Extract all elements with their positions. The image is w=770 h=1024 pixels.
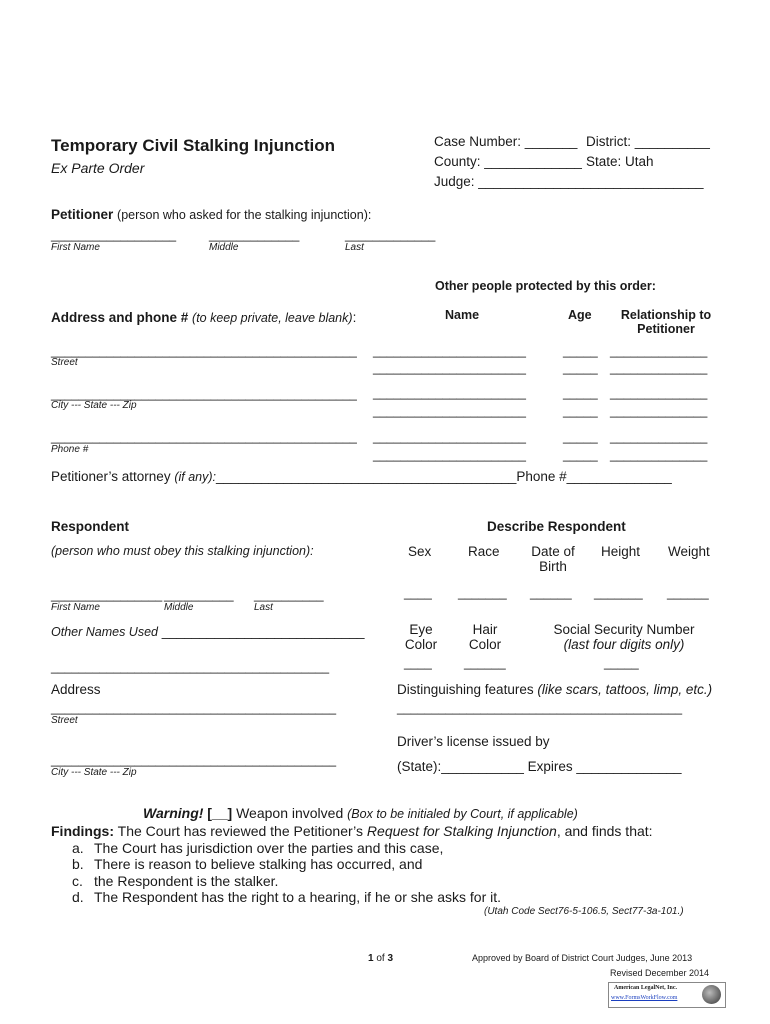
address-heading xyxy=(51,310,356,325)
phone-caption: Phone # xyxy=(51,444,89,455)
respondent-address-label: Address xyxy=(51,682,101,697)
respondent-hint: (person who must obey this stalking injunction): xyxy=(51,544,314,558)
protected-name-field[interactable]: ______________________ xyxy=(373,404,526,418)
respondent-first-name-field[interactable]: ________________ xyxy=(51,588,163,602)
eye-line-1: Eye xyxy=(409,622,433,637)
finding-marker: d. xyxy=(72,889,84,905)
approved-note: Approved by Board of District Court Judges, June 2013 xyxy=(472,953,693,963)
features-row xyxy=(397,682,712,697)
form-subtitle: Ex Parte Order xyxy=(51,160,145,176)
height-field[interactable]: _______ xyxy=(594,586,643,600)
finding-item xyxy=(72,840,443,856)
publisher-link[interactable]: www.FormsWorkFlow.com xyxy=(611,995,678,1001)
revised-note: Revised December 2014 xyxy=(610,968,710,978)
address-colon: : xyxy=(352,310,357,325)
petitioner-last-caption: Last xyxy=(345,242,364,253)
sex-label: Sex xyxy=(408,544,432,559)
page-number xyxy=(368,953,393,964)
finding-marker: a. xyxy=(72,840,84,856)
respondent-first-name-caption: First Name xyxy=(51,602,100,613)
eye-color-field[interactable]: ____ xyxy=(404,656,432,670)
protected-relationship-field[interactable]: ______________ xyxy=(610,386,708,400)
eye-color-label xyxy=(400,622,442,652)
hair-color-field[interactable]: ______ xyxy=(464,656,506,670)
page-total: 3 xyxy=(387,953,394,964)
protected-age-field[interactable]: _____ xyxy=(563,344,598,358)
warning-row xyxy=(143,805,578,821)
relationship-line-2: Petitioner xyxy=(637,322,695,336)
respondent-middle-field[interactable]: __________ xyxy=(164,588,234,602)
other-names-row xyxy=(51,624,364,639)
protected-age-field[interactable]: _____ xyxy=(563,361,598,375)
finding-item xyxy=(72,889,501,905)
protected-age-field[interactable]: _____ xyxy=(563,448,598,462)
weapon-hint: (Box to be initialed by Court, if applicable) xyxy=(347,807,578,821)
petitioner-middle-caption: Middle xyxy=(209,242,239,253)
other-names-label: Other Names Used xyxy=(51,625,158,639)
page-of: of xyxy=(373,953,388,964)
other-names-extra-field[interactable]: ________________________________________ xyxy=(51,660,330,674)
petitioner-heading xyxy=(51,207,371,222)
finding-marker: b. xyxy=(72,856,84,872)
finding-item xyxy=(72,873,278,889)
race-field[interactable]: _______ xyxy=(458,586,507,600)
hair-color-label xyxy=(462,622,508,652)
publisher-seal-icon xyxy=(702,985,721,1004)
weight-label: Weight xyxy=(668,544,710,559)
findings-text-italic: Request for Stalking Injunction xyxy=(366,823,557,839)
respondent-street-field[interactable]: _________________________________________ xyxy=(51,701,337,715)
features-label: Distinguishing features xyxy=(397,682,534,697)
publisher-name: American LegalNet, Inc. xyxy=(614,985,677,991)
address-label: Address and phone # xyxy=(51,310,189,325)
hair-line-1: Hair xyxy=(472,622,498,637)
city-state-zip-caption: City --- State --- Zip xyxy=(51,400,137,411)
ssn-label xyxy=(548,622,700,652)
dob-line-2: Birth xyxy=(539,559,567,574)
petitioner-middle-field[interactable]: _____________ xyxy=(209,228,300,242)
district-field[interactable]: District: __________ xyxy=(586,134,710,149)
finding-text: the Respondent is the stalker. xyxy=(94,873,279,889)
page-current: 1 xyxy=(368,953,374,964)
petitioner-first-name-caption: First Name xyxy=(51,242,100,253)
sex-field[interactable]: ____ xyxy=(404,586,432,600)
protected-age-field[interactable]: _____ xyxy=(563,404,598,418)
features-field[interactable]: _________________________________________ xyxy=(397,701,683,715)
race-label: Race xyxy=(468,544,500,559)
state-label: State: Utah xyxy=(586,154,654,169)
weapon-checkbox[interactable]: [__] xyxy=(207,805,233,821)
attorney-label: Petitioner’s attorney xyxy=(51,469,171,484)
findings-text-2: , and finds that: xyxy=(556,823,653,839)
attorney-row xyxy=(51,469,672,484)
attorney-hint: (if any): xyxy=(174,470,217,484)
protected-name-field[interactable]: ______________________ xyxy=(373,361,526,375)
ssn-line-2: (last four digits only) xyxy=(563,637,685,652)
weight-field[interactable]: ______ xyxy=(667,586,709,600)
height-label: Height xyxy=(601,544,641,559)
petitioner-last-field[interactable]: _____________ xyxy=(345,228,436,242)
protected-relationship-field[interactable]: ______________ xyxy=(610,448,708,462)
ssn-line-1: Social Security Number xyxy=(553,622,695,637)
weapon-label: Weapon involved xyxy=(236,805,344,821)
respondent-city-caption: City --- State --- Zip xyxy=(51,767,137,778)
dob-line-1: Date of xyxy=(531,544,575,559)
address-hint: (to keep private, leave blank) xyxy=(192,311,353,325)
other-names-field[interactable]: ___________________________ xyxy=(161,624,365,639)
respondent-city-field[interactable]: _________________________________________ xyxy=(51,753,337,767)
code-citation: (Utah Code Sect76-5-106.5, Sect77-3a-101.) xyxy=(484,906,684,917)
respondent-middle-caption: Middle xyxy=(164,602,194,613)
respondent-street-caption: Street xyxy=(51,715,78,726)
warning-label: Warning! xyxy=(143,805,204,821)
form-title: Temporary Civil Stalking Injunction xyxy=(51,136,336,155)
protected-age-field[interactable]: _____ xyxy=(563,430,598,444)
respondent-last-caption: Last xyxy=(254,602,273,613)
finding-item xyxy=(72,856,422,872)
finding-marker: c. xyxy=(72,873,83,889)
findings-text-1: The Court has reviewed the Petitioner’s xyxy=(117,823,364,839)
protected-name-field[interactable]: ______________________ xyxy=(373,344,526,358)
petitioner-phone-field[interactable]: ____________________________________________ xyxy=(51,430,357,444)
protected-relationship-field[interactable]: ______________ xyxy=(610,430,708,444)
case-number-field[interactable]: Case Number: _______ xyxy=(434,134,578,149)
protected-name-field[interactable]: ______________________ xyxy=(373,430,526,444)
relationship-line-1: Relationship to xyxy=(620,308,712,322)
dob-label xyxy=(524,544,582,574)
license-field[interactable]: (State):___________ Expires ______________ xyxy=(397,759,682,774)
ssn-field[interactable]: _____ xyxy=(604,656,639,670)
eye-line-2: Color xyxy=(404,637,438,652)
finding-text: The Court has jurisdiction over the parties and this case, xyxy=(94,840,444,856)
protected-relationship-field[interactable]: ______________ xyxy=(610,404,708,418)
judge-field[interactable]: Judge: ______________________________ xyxy=(434,174,704,189)
protected-col-relationship xyxy=(612,308,720,336)
license-label: Driver’s license issued by xyxy=(397,734,550,749)
hair-line-2: Color xyxy=(468,637,502,652)
respondent-last-field[interactable]: __________ xyxy=(254,588,324,602)
petitioner-label: Petitioner xyxy=(51,207,114,222)
finding-text: There is reason to believe stalking has occurred, and xyxy=(94,856,423,872)
petitioner-street-field[interactable]: ____________________________________________ xyxy=(51,344,357,358)
findings-label: Findings: xyxy=(51,823,114,839)
describe-heading: Describe Respondent xyxy=(487,519,626,534)
protected-name-field[interactable]: ______________________ xyxy=(373,386,526,400)
county-field[interactable]: County: _____________ xyxy=(434,154,582,169)
protected-col-name: Name xyxy=(445,308,480,322)
protected-relationship-field[interactable]: ______________ xyxy=(610,344,708,358)
protected-heading: Other people protected by this order: xyxy=(435,279,656,293)
dob-field[interactable]: ______ xyxy=(530,586,572,600)
petitioner-first-name-field[interactable]: __________________ xyxy=(51,228,177,242)
features-hint: (like scars, tattoos, limp, etc.) xyxy=(537,682,713,697)
finding-text: The Respondent has the right to a hearing, if he or she asks for it. xyxy=(94,889,502,905)
protected-col-age: Age xyxy=(568,308,592,322)
findings-row xyxy=(51,823,653,839)
street-caption: Street xyxy=(51,357,78,368)
petitioner-hint: (person who asked for the stalking injunction): xyxy=(117,208,372,222)
protected-relationship-field[interactable]: ______________ xyxy=(610,361,708,375)
attorney-field[interactable]: ________________________________________Phone #______________ xyxy=(216,469,672,484)
respondent-label: Respondent xyxy=(51,519,130,534)
petitioner-city-field[interactable]: ____________________________________________ xyxy=(51,387,357,401)
protected-name-field[interactable]: ______________________ xyxy=(373,448,526,462)
protected-age-field[interactable]: _____ xyxy=(563,386,598,400)
